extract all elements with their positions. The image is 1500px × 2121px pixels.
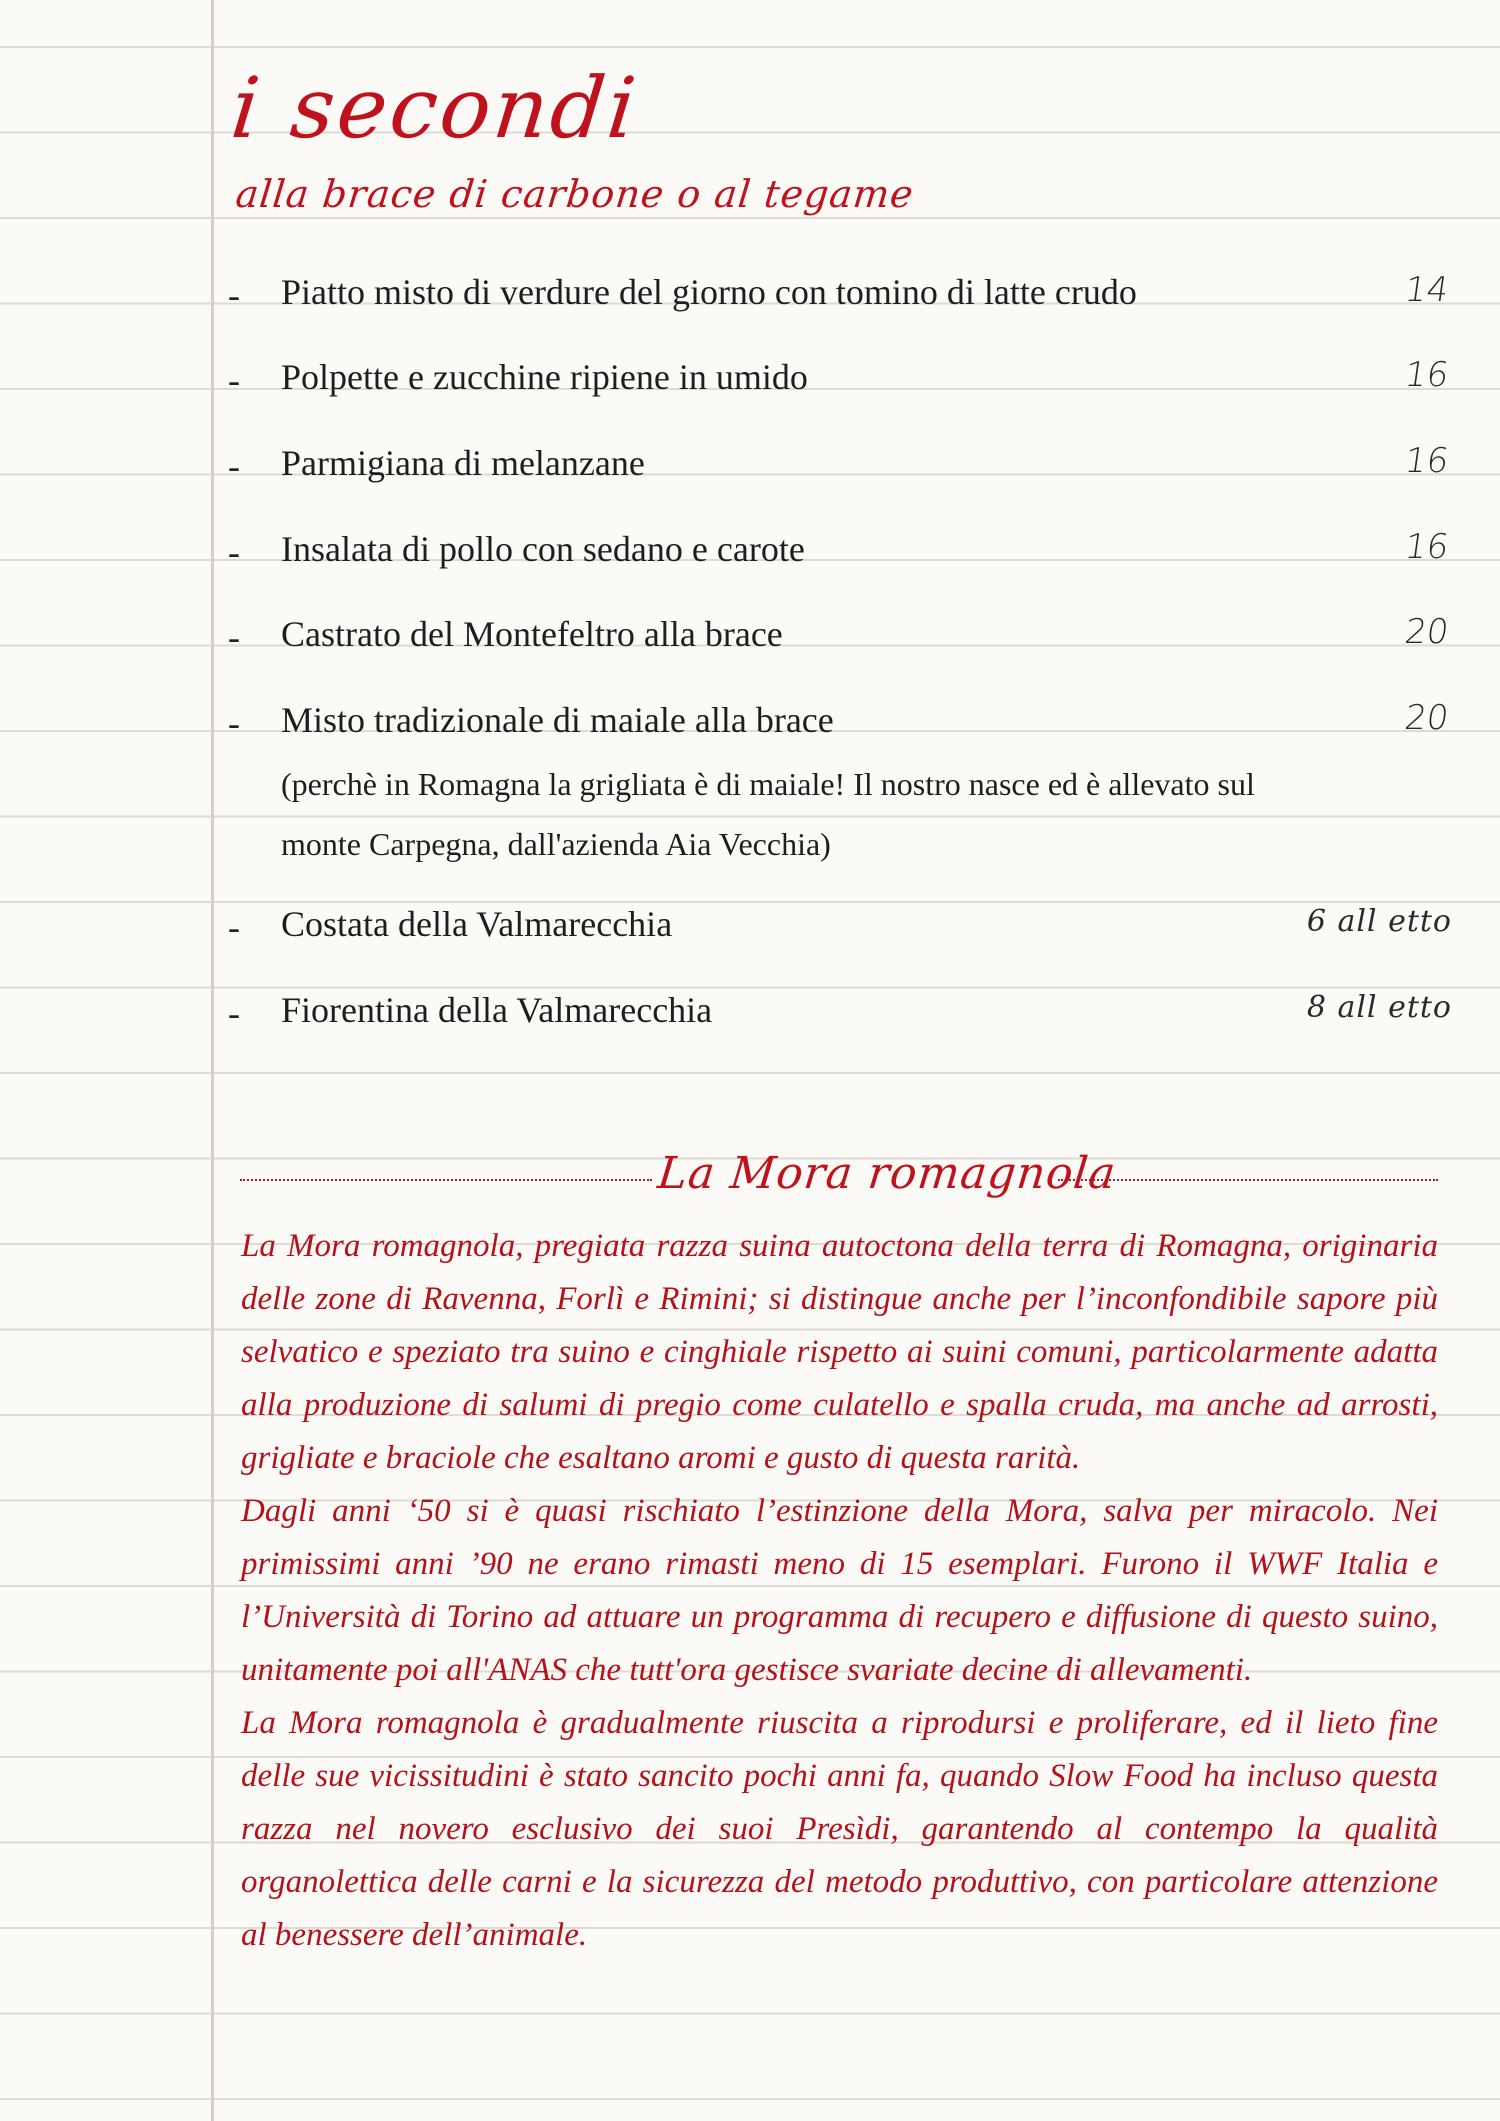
item-note: (perchè in Romagna la grigliata è di maiale! Il nostro nasce ed è allevato sul monte Carpegna, dall'azienda Aia Vecchia) — [281, 766, 1255, 862]
item-price: 20 — [1401, 698, 1451, 738]
item-name: Misto tradizionale di maiale alla brace — [281, 700, 834, 740]
menu-item — [228, 439, 1500, 499]
section-header — [240, 1148, 1438, 1208]
item-name: Parmigiana di melanzane — [281, 443, 645, 483]
item-dash: - — [228, 532, 240, 572]
item-dash: - — [228, 360, 240, 400]
section-title: La Mora romagnola — [655, 1148, 1119, 1199]
paragraph: La Mora romagnola, pregiata razza suina autoctona della terra di Romagna, originaria delle zone di Ravenna, Forlì e Rimini; si distingue anche per l’inconfondibile sapore più selvatico e speziato tra suino e cinghiale rispetto ai suini comuni, particolarmente adatta alla produzione di salumi di pregio come culatello e spalla cruda, ma anche ad arrosti, grigliate e braciole che esaltano aromi e gusto di questa rarità. — [241, 1228, 1438, 1476]
item-dash: - — [228, 703, 240, 743]
paragraph: Dagli anni ‘50 si è quasi rischiato l’estinzione della Mora, salva per miracolo. Nei primissimi anni ’90 ne erano rimasti meno di 15 esemplari. Furono il WWF Italia e l’Università di Torino ad attuare un programma di recupero e diffusione di questo suino, unitamente poi all'ANAS che tutt'ora gestisce svariate decine di allevamenti. — [241, 1493, 1438, 1688]
item-dash: - — [228, 907, 240, 947]
menu-item — [228, 525, 1500, 585]
item-dash: - — [228, 993, 240, 1033]
item-price: 6 all etto — [1306, 904, 1452, 939]
item-name: Costata della Valmarecchia — [281, 904, 673, 944]
dotted-rule-right — [1058, 1179, 1438, 1181]
paragraph: La Mora romagnola è gradualmente riuscita a riprodursi e proliferare, ed il lieto fine delle sue vicissitudini è stato sancito pochi anni fa, quando Slow Food ha incluso questa razza nel novero esclusivo dei suoi Presìdi, garantendo al contempo la qualità organolettica delle carni e la sicurezza del metodo produttivo, con particolare attenzione al benessere dell’animale. — [241, 1705, 1438, 1953]
item-price: 16 — [1401, 441, 1451, 481]
dotted-rule-left — [240, 1179, 652, 1181]
page-title: i secondi — [226, 59, 643, 157]
menu-item — [228, 900, 1500, 960]
item-name: Piatto misto di verdure del giorno con tomino di latte crudo — [281, 272, 1137, 312]
section-body — [241, 1220, 1438, 1962]
item-price: 16 — [1401, 355, 1451, 395]
menu-item — [228, 610, 1500, 670]
item-dash: - — [228, 275, 240, 315]
item-name: Polpette e zucchine ripiene in umido — [281, 357, 808, 397]
item-price: 16 — [1401, 527, 1451, 567]
item-name: Castrato del Montefeltro alla brace — [281, 614, 783, 654]
menu-item — [228, 268, 1500, 328]
item-price: 8 all etto — [1306, 990, 1452, 1025]
item-price: 14 — [1401, 270, 1451, 310]
notebook-margin-line — [211, 0, 214, 2121]
menu-item — [228, 353, 1500, 413]
page-subtitle: alla brace di carbone o al tegame — [233, 172, 917, 216]
item-price: 20 — [1401, 612, 1451, 652]
item-name: Fiorentina della Valmarecchia — [281, 990, 713, 1030]
menu-item — [228, 986, 1500, 1046]
item-dash: - — [228, 446, 240, 486]
item-dash: - — [228, 617, 240, 657]
menu-item — [228, 696, 1500, 866]
item-name: Insalata di pollo con sedano e carote — [281, 529, 805, 569]
